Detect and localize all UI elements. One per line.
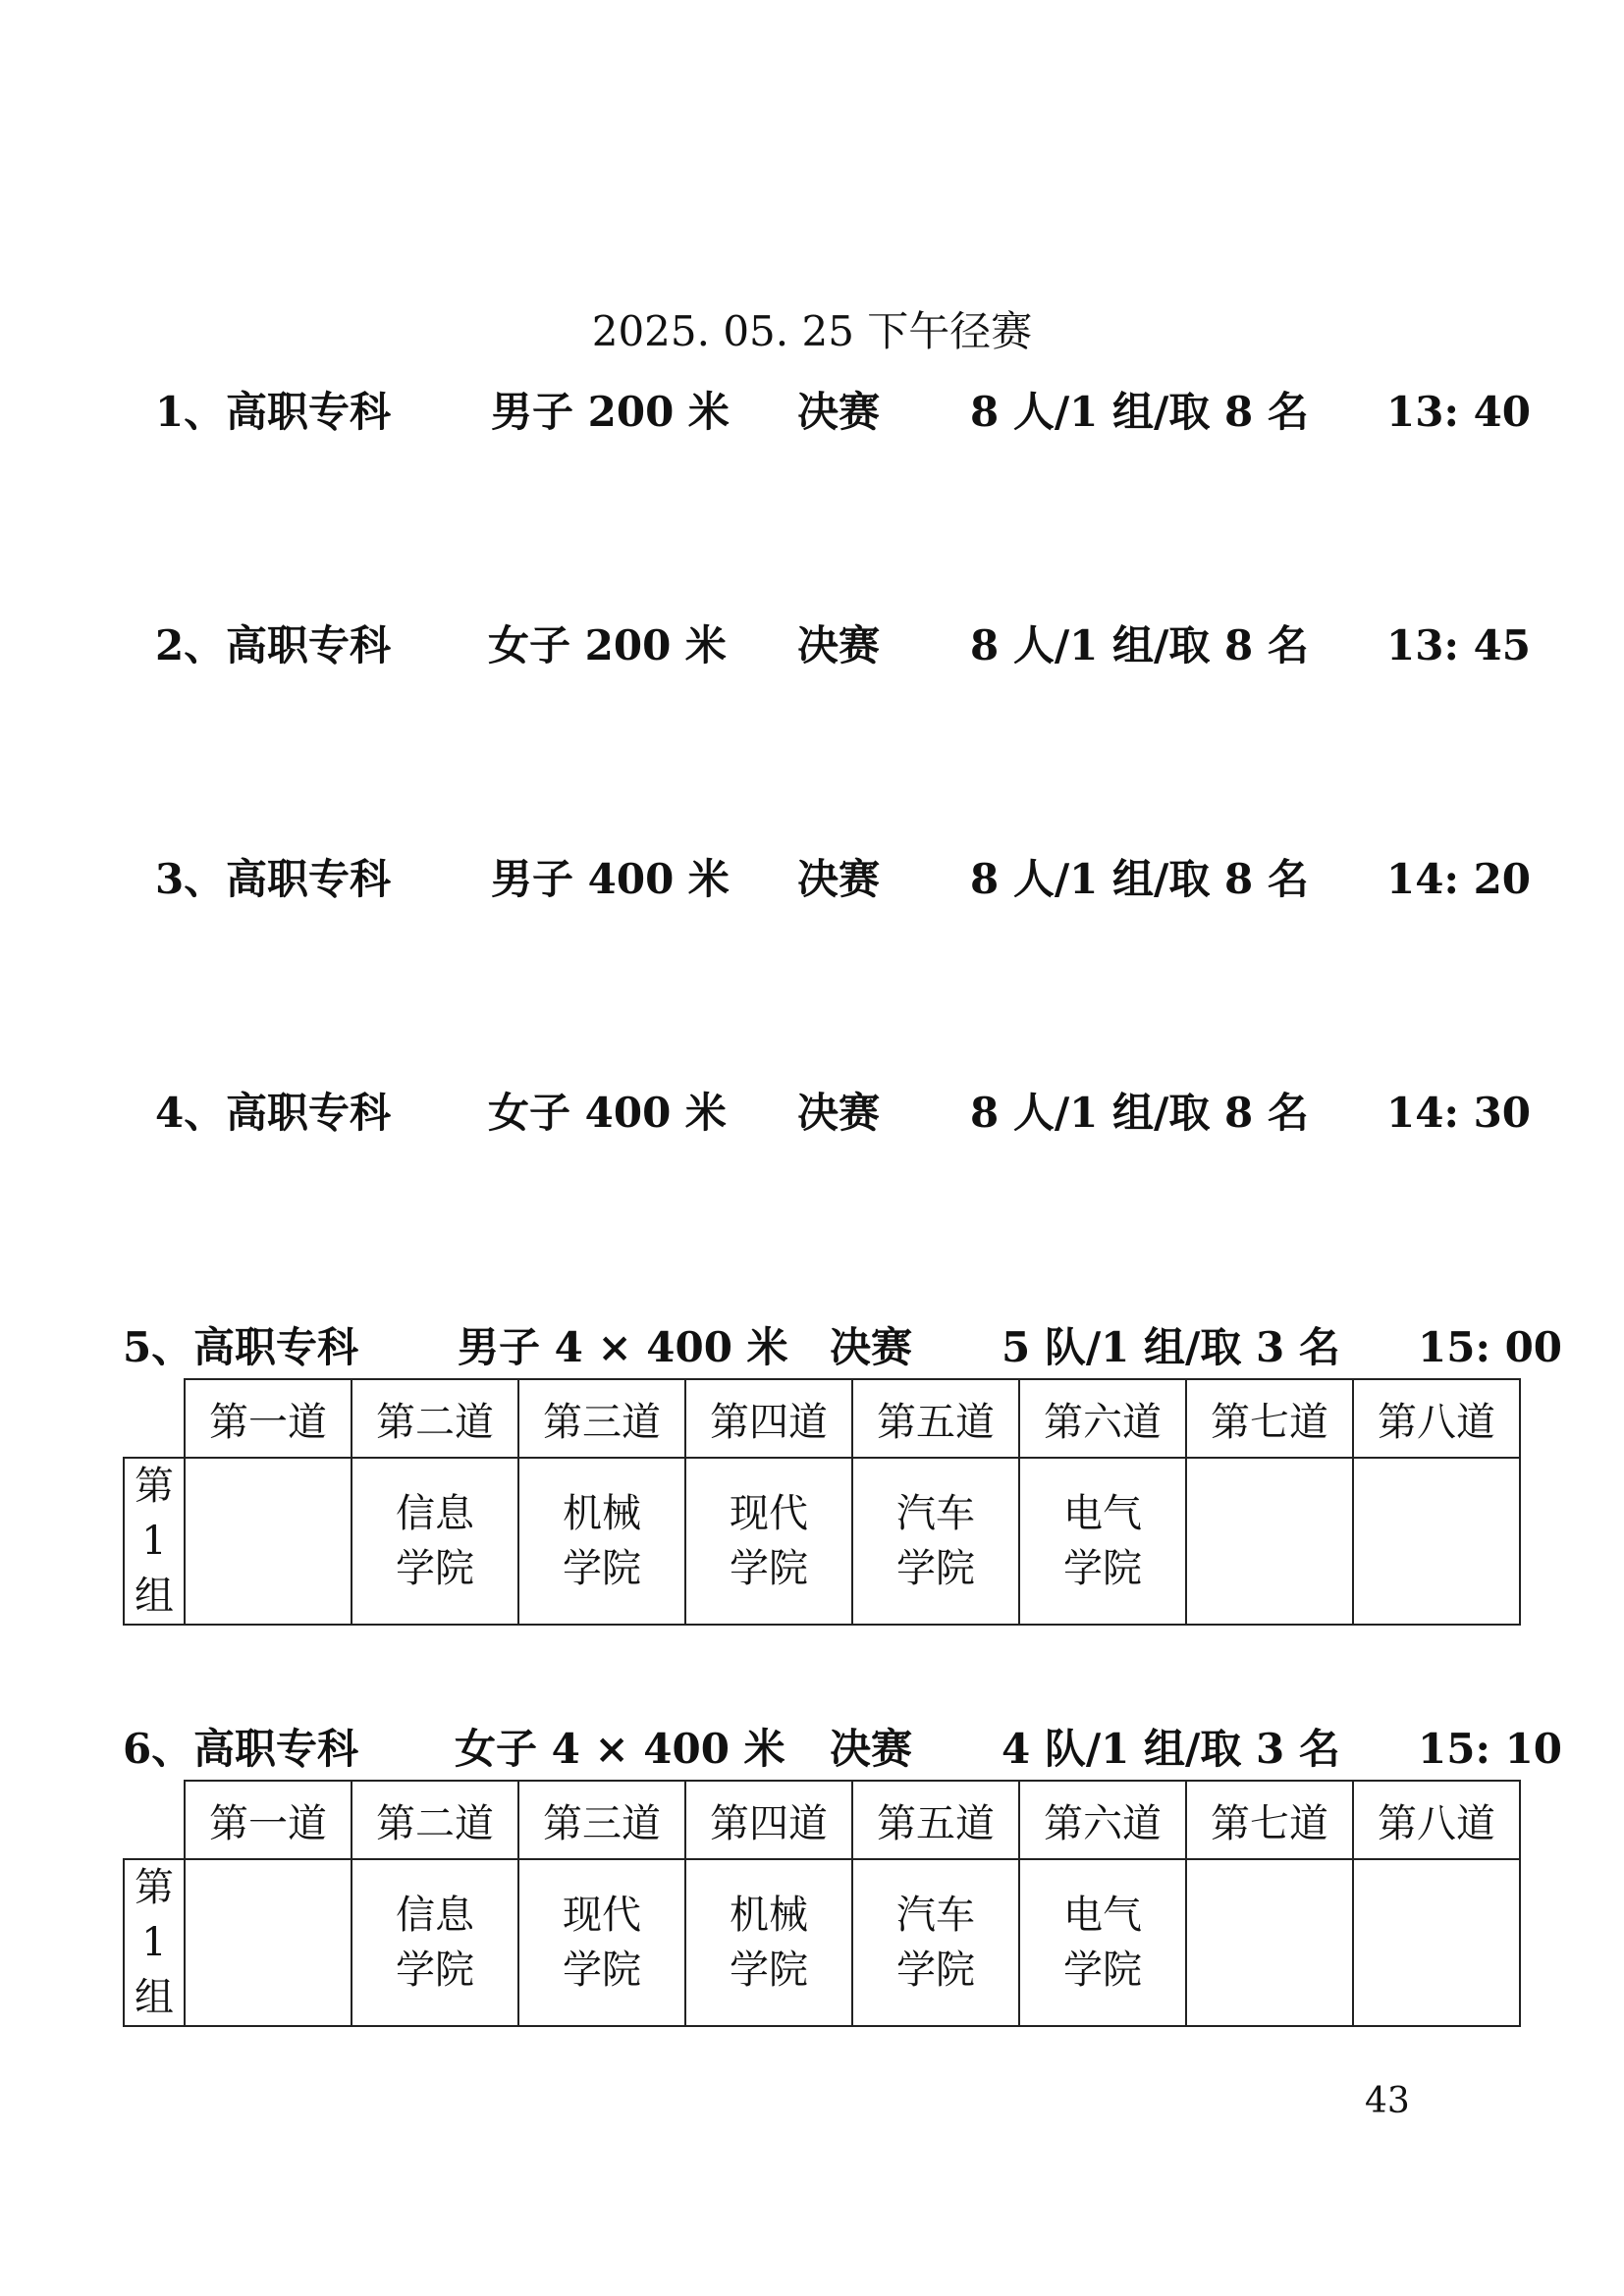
lane-cell: 电气 学院 <box>1019 1458 1186 1625</box>
relay-lane-table-men <box>123 1378 1521 1626</box>
event-number: 5、 <box>123 1323 193 1371</box>
event-name: 女子 400 米 <box>488 1089 727 1137</box>
lane-header: 第三道 <box>518 1781 685 1859</box>
event-stage: 决赛 <box>830 1725 913 1773</box>
lane-header: 第八道 <box>1353 1781 1520 1859</box>
lane-header: 第七道 <box>1186 1781 1353 1859</box>
event-name: 男子 200 米 <box>491 388 730 436</box>
event-number: 3、 <box>155 855 226 903</box>
lane-cell: 汽车 学院 <box>852 1458 1019 1625</box>
lane-header: 第五道 <box>852 1781 1019 1859</box>
lane-cell <box>1353 1458 1520 1625</box>
lane-cell <box>185 1458 352 1625</box>
group-label: 第 1 组 <box>124 1458 185 1625</box>
event-name: 男子 400 米 <box>491 855 730 903</box>
lane-header: 第二道 <box>352 1781 518 1859</box>
event-number: 4、 <box>155 1089 226 1137</box>
event-stage: 决赛 <box>797 855 881 903</box>
event-stage: 决赛 <box>830 1323 913 1371</box>
table-corner <box>124 1781 185 1859</box>
event-category: 高职专科 <box>193 1725 359 1773</box>
event-format: 5 队/1 组/取 3 名 <box>1001 1323 1340 1371</box>
event-name: 男子 4 × 400 米 <box>458 1323 788 1371</box>
event-number: 2、 <box>155 621 226 669</box>
lane-cell: 现代 学院 <box>685 1458 852 1625</box>
event-number: 1、 <box>155 388 226 436</box>
group-row <box>124 1458 1520 1625</box>
event-format: 8 人/1 组/取 8 名 <box>970 621 1309 669</box>
event-category: 高职专科 <box>193 1323 359 1371</box>
event-time: 15: 10 <box>1418 1725 1563 1773</box>
event-number: 6、 <box>123 1725 193 1773</box>
lane-header: 第二道 <box>352 1379 518 1458</box>
lane-header: 第六道 <box>1019 1781 1186 1859</box>
event-time: 13: 40 <box>1386 388 1532 436</box>
event-format: 4 队/1 组/取 3 名 <box>1001 1725 1340 1773</box>
event-category: 高职专科 <box>226 388 392 436</box>
event-stage: 决赛 <box>797 621 881 669</box>
event-name: 女子 200 米 <box>488 621 727 669</box>
event-time: 15: 00 <box>1418 1323 1563 1371</box>
event-stage: 决赛 <box>797 388 881 436</box>
lane-cell: 机械 学院 <box>518 1458 685 1625</box>
lane-header: 第三道 <box>518 1379 685 1458</box>
lane-cell: 信息 学院 <box>352 1458 518 1625</box>
group-label: 第 1 组 <box>124 1859 185 2026</box>
event-row-3 <box>0 850 1624 909</box>
lane-cell: 信息 学院 <box>352 1859 518 2026</box>
event-stage: 决赛 <box>797 1089 881 1137</box>
event-time: 13: 45 <box>1386 621 1532 669</box>
lane-cell: 电气 学院 <box>1019 1859 1186 2026</box>
table-corner <box>124 1379 185 1458</box>
lane-header: 第八道 <box>1353 1379 1520 1458</box>
event-row-2 <box>0 616 1624 675</box>
lane-cell: 机械 学院 <box>685 1859 852 2026</box>
relay-lane-table-women <box>123 1780 1521 2027</box>
event-row-5 <box>0 1318 1624 1377</box>
page-title: 2025. 05. 25 下午径赛 <box>591 307 1033 355</box>
lane-cell <box>1186 1458 1353 1625</box>
lane-header: 第四道 <box>685 1379 852 1458</box>
lane-cell <box>1353 1859 1520 2026</box>
event-category: 高职专科 <box>226 621 392 669</box>
lane-header: 第七道 <box>1186 1379 1353 1458</box>
lane-header-row <box>124 1379 1520 1458</box>
event-category: 高职专科 <box>226 855 392 903</box>
event-row-6 <box>0 1720 1624 1779</box>
lane-cell: 现代 学院 <box>518 1859 685 2026</box>
event-format: 8 人/1 组/取 8 名 <box>970 1089 1309 1137</box>
event-format: 8 人/1 组/取 8 名 <box>970 388 1309 436</box>
group-row <box>124 1859 1520 2026</box>
lane-header: 第六道 <box>1019 1379 1186 1458</box>
event-name: 女子 4 × 400 米 <box>455 1725 785 1773</box>
event-category: 高职专科 <box>226 1089 392 1137</box>
lane-header: 第一道 <box>185 1379 352 1458</box>
lane-cell <box>185 1859 352 2026</box>
event-time: 14: 20 <box>1386 855 1532 903</box>
event-row-1 <box>0 383 1624 442</box>
lane-header: 第五道 <box>852 1379 1019 1458</box>
lane-header: 第四道 <box>685 1781 852 1859</box>
lane-cell: 汽车 学院 <box>852 1859 1019 2026</box>
page-number: 43 <box>1365 2081 1410 2121</box>
event-format: 8 人/1 组/取 8 名 <box>970 855 1309 903</box>
event-time: 14: 30 <box>1386 1089 1532 1137</box>
lane-cell <box>1186 1859 1353 2026</box>
lane-header: 第一道 <box>185 1781 352 1859</box>
event-row-4 <box>0 1084 1624 1143</box>
lane-header-row <box>124 1781 1520 1859</box>
